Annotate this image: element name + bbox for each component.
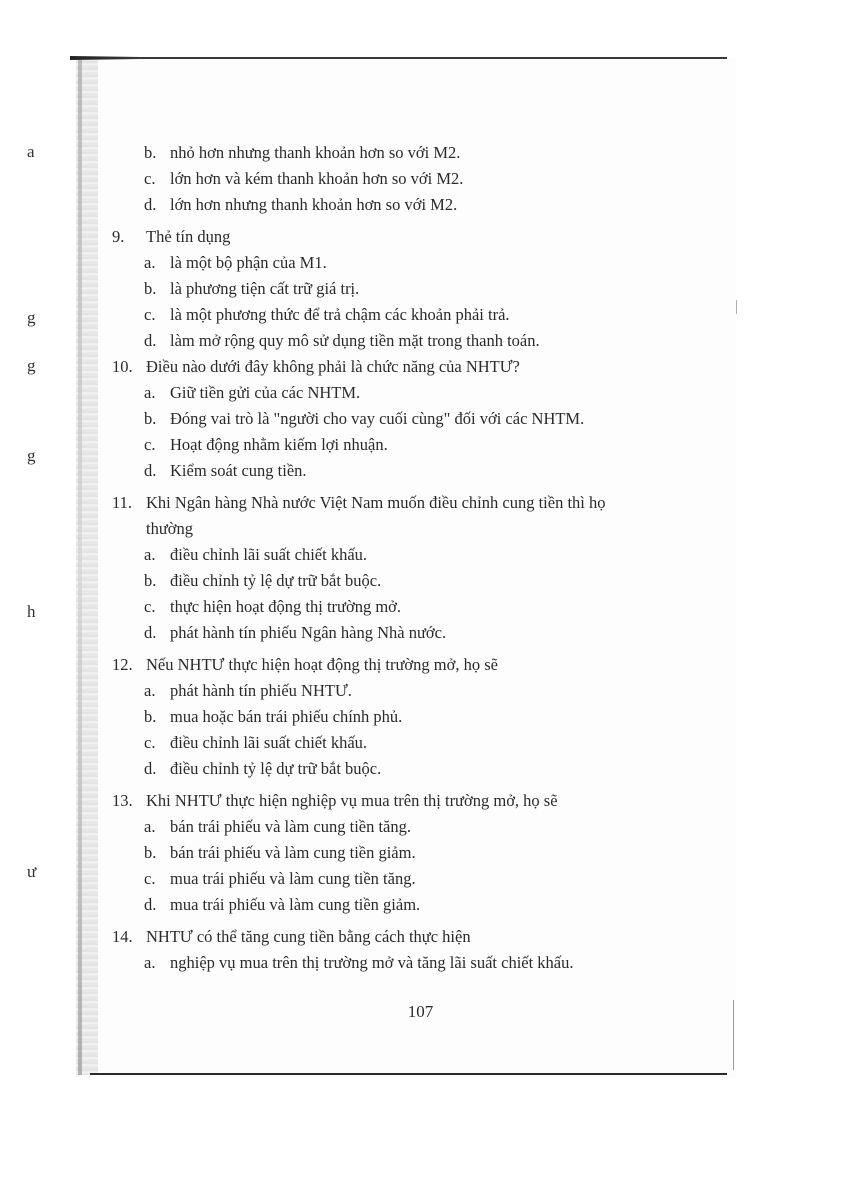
option-label: c.	[144, 305, 156, 324]
option-line	[112, 704, 712, 730]
question-text: Điều nào dưới đây không phải là chức năng của NHTƯ?	[146, 357, 520, 376]
option-text: điều chỉnh tỷ lệ dự trữ bắt buộc.	[170, 759, 382, 778]
option-text: bán trái phiếu và làm cung tiền giảm.	[170, 843, 416, 862]
option-line	[112, 568, 712, 594]
option-text: là phương tiện cất trữ giá trị.	[170, 279, 360, 298]
option-line	[112, 276, 712, 302]
bottom-rule	[90, 1073, 727, 1075]
option-line	[112, 458, 712, 484]
option-label: d.	[144, 759, 157, 778]
question-text: Nếu NHTƯ thực hiện hoạt động thị trường mở, họ sẽ	[146, 655, 498, 674]
option-label: b.	[144, 409, 157, 428]
question-stem	[112, 354, 712, 380]
question-stem	[112, 224, 712, 250]
option-line	[112, 730, 712, 756]
option-label: a.	[144, 953, 156, 972]
option-text: lớn hơn và kém thanh khoản hơn so với M2.	[170, 169, 464, 188]
option-text: Đóng vai trò là "người cho vay cuối cùng" đối với các NHTM.	[170, 409, 585, 428]
option-label: b.	[144, 279, 157, 298]
margin-char: g	[27, 446, 36, 465]
option-text: Giữ tiền gửi của các NHTM.	[170, 383, 361, 402]
margin-char: a	[27, 142, 35, 161]
question-stem	[112, 924, 712, 950]
option-label: b.	[144, 571, 157, 590]
option-text: điều chỉnh lãi suất chiết khấu.	[170, 733, 368, 752]
question-number: 10.	[112, 357, 133, 376]
option-line	[112, 950, 712, 976]
question-number: 11.	[112, 493, 133, 512]
option-label: d.	[144, 895, 157, 914]
option-text: mua trái phiếu và làm cung tiền giảm.	[170, 895, 421, 914]
option-text: mua hoặc bán trái phiếu chính phủ.	[170, 707, 403, 726]
option-label: a.	[144, 681, 156, 700]
margin-char: ư	[27, 862, 37, 881]
question-stem	[112, 490, 712, 516]
option-line	[112, 250, 712, 276]
option-line	[112, 814, 712, 840]
binding-edge	[78, 60, 82, 1075]
option-text: thực hiện hoạt động thị trường mở.	[170, 597, 402, 616]
option-line	[112, 166, 712, 192]
option-text: nghiệp vụ mua trên thị trường mở và tăng lãi suất chiết khấu.	[170, 953, 574, 972]
question-text: NHTƯ có thể tăng cung tiền bằng cách thực hiện	[146, 927, 471, 946]
option-label: d.	[144, 331, 157, 350]
option-label: b.	[144, 707, 157, 726]
option-line	[112, 892, 712, 918]
option-line	[112, 594, 712, 620]
option-label: c.	[144, 733, 156, 752]
right-tick-mark	[736, 300, 737, 314]
question-number: 13.	[112, 791, 133, 810]
option-line	[112, 432, 712, 458]
option-label: d.	[144, 623, 157, 642]
option-text: Kiểm soát cung tiền.	[170, 461, 307, 480]
option-label: a.	[144, 253, 156, 272]
option-text: bán trái phiếu và làm cung tiền tăng.	[170, 817, 412, 836]
option-text: phát hành tín phiếu NHTƯ.	[170, 681, 352, 700]
question-text: Khi Ngân hàng Nhà nước Việt Nam muốn điều chỉnh cung tiền thì họ	[146, 493, 606, 512]
question-stem-continued: thường	[146, 519, 194, 538]
option-line	[112, 302, 712, 328]
option-line	[112, 866, 712, 892]
option-text: điều chỉnh tỷ lệ dự trữ bắt buộc.	[170, 571, 382, 590]
option-line	[112, 380, 712, 406]
top-rule	[70, 57, 727, 59]
question-number: 9.	[112, 227, 125, 246]
option-text: phát hành tín phiếu Ngân hàng Nhà nước.	[170, 623, 447, 642]
option-text: điều chỉnh lãi suất chiết khấu.	[170, 545, 368, 564]
option-line	[112, 192, 712, 218]
option-label: a.	[144, 817, 156, 836]
option-text: là một bộ phận của M1.	[170, 253, 327, 272]
question-list	[112, 140, 712, 976]
option-label: c.	[144, 435, 156, 454]
option-line	[112, 328, 712, 354]
option-text: mua trái phiếu và làm cung tiền tăng.	[170, 869, 416, 888]
question-text: Thẻ tín dụng	[146, 227, 231, 246]
option-text: nhỏ hơn nhưng thanh khoản hơn so với M2.	[170, 143, 461, 162]
page-number: 107	[407, 1002, 434, 1021]
question-stem	[112, 788, 712, 814]
option-text: là một phương thức để trả chậm các khoản phải trả.	[170, 305, 510, 324]
top-rule-corner	[70, 56, 140, 60]
option-line	[112, 406, 712, 432]
option-line	[112, 840, 712, 866]
option-label: a.	[144, 383, 156, 402]
option-line	[112, 542, 712, 568]
question-text: Khi NHTƯ thực hiện nghiệp vụ mua trên thị trường mở, họ sẽ	[146, 791, 558, 810]
option-label: c.	[144, 597, 156, 616]
question-number: 12.	[112, 655, 133, 674]
option-text: lớn hơn nhưng thanh khoản hơn so với M2.	[170, 195, 458, 214]
margin-char: g	[27, 308, 36, 327]
option-label: b.	[144, 143, 157, 162]
question-stem	[112, 652, 712, 678]
margin-char: g	[27, 356, 36, 375]
option-label: b.	[144, 843, 157, 862]
option-label: a.	[144, 545, 156, 564]
option-line	[112, 678, 712, 704]
question-number: 14.	[112, 927, 133, 946]
option-label: c.	[144, 169, 156, 188]
option-line	[112, 756, 712, 782]
option-label: d.	[144, 195, 157, 214]
option-text: làm mở rộng quy mô sử dụng tiền mặt trong thanh toán.	[170, 331, 540, 350]
option-label: d.	[144, 461, 157, 480]
option-label: c.	[144, 869, 156, 888]
option-text: Hoạt động nhằm kiếm lợi nhuận.	[170, 435, 388, 454]
option-line	[112, 620, 712, 646]
option-line	[112, 140, 712, 166]
margin-char: h	[27, 602, 36, 621]
